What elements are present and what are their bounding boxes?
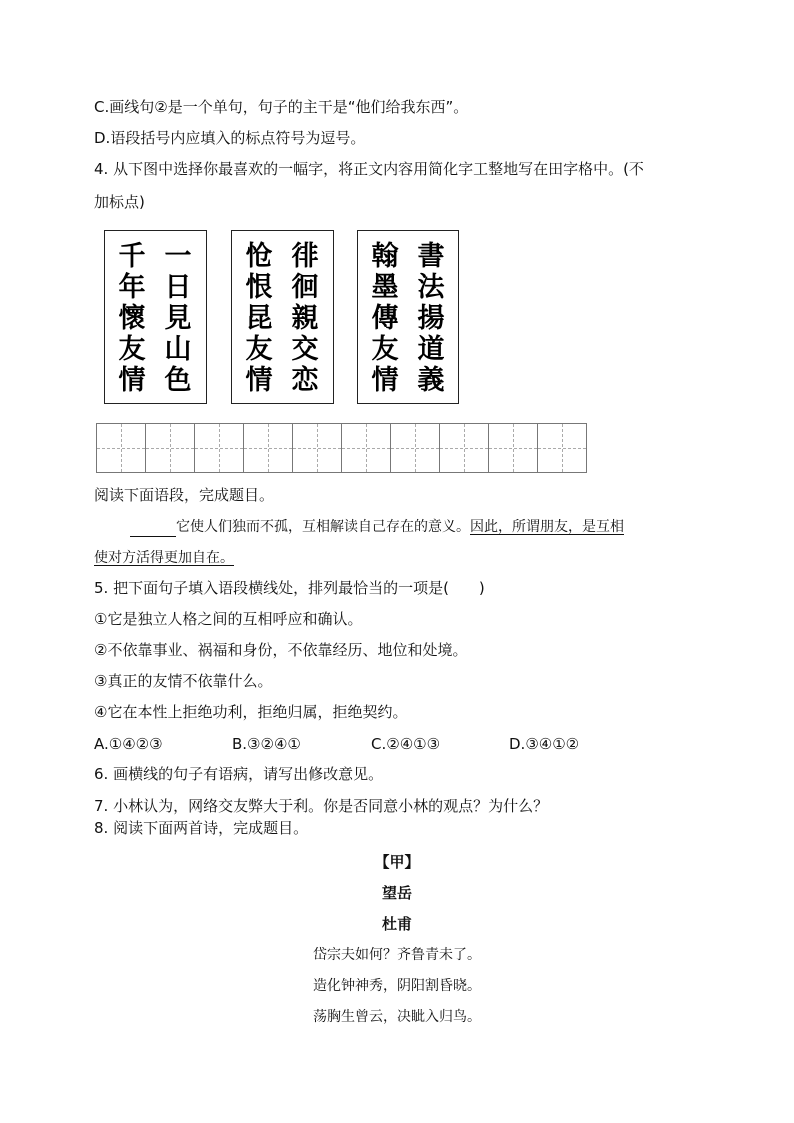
tianzige-cell[interactable] — [293, 424, 342, 472]
poem-author: 杜甫 — [381, 915, 412, 933]
calligraphy-col-left — [244, 241, 274, 396]
tianzige-cell[interactable] — [391, 424, 440, 472]
calligraphy-char: 道 — [417, 334, 445, 365]
calligraphy-char: 友 — [118, 334, 146, 365]
calligraphy-char: 山 — [164, 334, 192, 365]
question-8: 8. 阅读下面两首诗，完成题目。 — [94, 819, 309, 837]
calligraphy-col-right — [290, 241, 320, 396]
tianzige-cell[interactable] — [342, 424, 391, 472]
calligraphy-char: 日 — [164, 272, 192, 303]
calligraphy-panel-2 — [231, 230, 334, 404]
calligraphy-char: 徘 — [291, 241, 319, 272]
question-6: 6. 画横线的句子有语病，请写出修改意见。 — [94, 765, 384, 783]
sentence-1: ①它是独立人格之间的互相呼应和确认。 — [94, 610, 363, 628]
poem-title: 望岳 — [381, 884, 412, 902]
question-4-line-2: 加标点) — [94, 193, 145, 211]
calligraphy-char: 恋 — [291, 365, 319, 396]
calligraphy-char: 交 — [291, 334, 319, 365]
passage-line-1 — [130, 517, 624, 537]
question-5: 5. 把下面句子填入语段横线处，排列最恰当的一项是( ) — [94, 579, 485, 597]
calligraphy-char: 墨 — [371, 272, 399, 303]
calligraphy-char: 年 — [118, 272, 146, 303]
calligraphy-char: 千 — [118, 241, 146, 272]
calligraphy-char: 見 — [164, 303, 192, 334]
calligraphy-col-right — [163, 241, 193, 396]
tianzige-grid[interactable] — [96, 423, 587, 473]
calligraphy-char: 懷 — [118, 303, 146, 334]
sentence-3: ③真正的友情不依靠什么。 — [94, 672, 273, 690]
calligraphy-char: 情 — [371, 365, 399, 396]
read-prompt: 阅读下面语段，完成题目。 — [94, 486, 275, 504]
calligraphy-char: 情 — [118, 365, 146, 396]
calligraphy-panel-1 — [104, 230, 207, 404]
calligraphy-char: 傳 — [371, 303, 399, 334]
calligraphy-col-right — [416, 241, 446, 396]
sentence-4: ④它在本性上拒绝功利，拒绝归属，拒绝契约。 — [94, 703, 408, 721]
calligraphy-char: 徊 — [291, 272, 319, 303]
passage-underlined: 因此，所谓朋友，是互相 — [470, 519, 624, 535]
option-d-line: D.语段括号内应填入的标点符号为逗号。 — [94, 129, 366, 147]
calligraphy-char: 一 — [164, 241, 192, 272]
tianzige-cell[interactable] — [97, 424, 146, 472]
tianzige-cell[interactable] — [538, 424, 587, 472]
answer-option-c[interactable]: C.②④①③ — [371, 735, 441, 753]
calligraphy-char: 書 — [417, 241, 445, 272]
calligraphy-char: 情 — [245, 365, 273, 396]
sentence-2: ②不依靠事业、祸福和身份，不依靠经历、地位和处境。 — [94, 641, 468, 659]
calligraphy-char: 色 — [164, 365, 192, 396]
answer-option-d[interactable]: D.③④①② — [509, 735, 580, 753]
tianzige-cell[interactable] — [146, 424, 195, 472]
tianzige-cell[interactable] — [244, 424, 293, 472]
tianzige-cell[interactable] — [195, 424, 244, 472]
calligraphy-char: 恨 — [245, 272, 273, 303]
question-7: 7. 小林认为，网络交友弊大于利。你是否同意小林的观点？为什么？ — [94, 797, 549, 815]
poem-line-2: 造化钟神秀，阴阳割昏晓。 — [313, 978, 481, 994]
option-c-line: C.画线句②是一个单句，句子的主干是“他们给我东西”。 — [94, 98, 469, 116]
calligraphy-char: 友 — [371, 334, 399, 365]
calligraphy-char: 法 — [417, 272, 445, 303]
passage-blank[interactable] — [130, 522, 176, 537]
calligraphy-char: 怆 — [245, 241, 273, 272]
answer-option-a[interactable]: A.①④②③ — [94, 735, 163, 753]
passage-line-2: 使对方活得更加自在。 — [94, 550, 234, 566]
answer-option-b[interactable]: B.③②④① — [232, 735, 301, 753]
calligraphy-col-left — [117, 241, 147, 396]
calligraphy-char: 揚 — [417, 303, 445, 334]
calligraphy-col-left — [370, 241, 400, 396]
calligraphy-char: 昆 — [245, 303, 273, 334]
tianzige-cell[interactable] — [489, 424, 538, 472]
tianzige-cell[interactable] — [440, 424, 489, 472]
poem-line-3: 荡胸生曾云，决眦入归鸟。 — [313, 1009, 481, 1025]
calligraphy-char: 友 — [245, 334, 273, 365]
question-4-line-1: 4. 从下图中选择你最喜欢的一幅字，将正文内容用简化字工整地写在田字格中。(不 — [94, 160, 644, 178]
calligraphy-panel-3 — [357, 230, 459, 404]
passage-plain: 它使人们独而不孤，互相解读自己存在的意义。 — [176, 519, 470, 535]
poem-line-1: 岱宗夫如何？齐鲁青未了。 — [313, 947, 481, 963]
calligraphy-char: 義 — [417, 365, 445, 396]
calligraphy-char: 親 — [291, 303, 319, 334]
poem-label: 【甲】 — [374, 853, 420, 871]
calligraphy-char: 翰 — [371, 241, 399, 272]
